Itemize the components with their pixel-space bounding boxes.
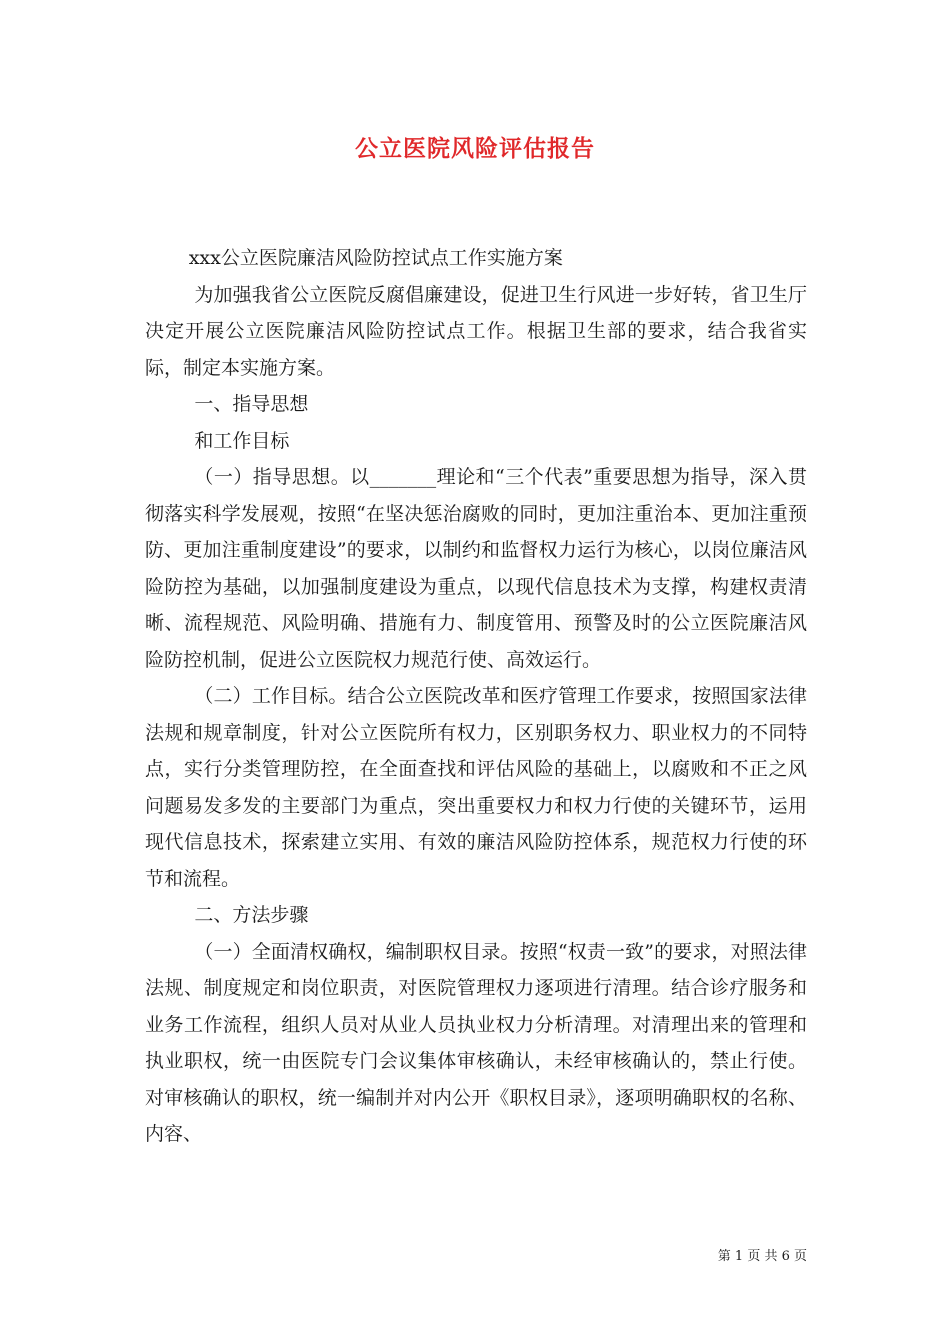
paragraph-work-goals: （二）工作目标。结合公立医院改革和医疗管理工作要求，按照国家法律法规和规章制度，针对公立医院所有权力，区别职务权力、职业权力的不同特点，实行分类管理防控，在全面查找和评估风险的基础上，以腐败和不正之风问题易发多发的主要部门为重点，突出重要权力和权力行使的关键环节，运用现代信息技术，探索建立实用、有效的廉洁风险防控体系，规范权力行使的环节和流程。 [145,685,807,890]
paragraph-plan-title: xxx公立医院廉洁风险防控试点工作实施方案 [188,247,563,269]
paragraph-intro: 为加强我省公立医院反腐倡廉建设，促进卫生行风进一步好转，省卫生厅决定开展公立医院廉洁风险防控试点工作。根据卫生部的要求，结合我省实际，制定本实施方案。 [145,283,807,379]
paragraph-guiding-thought: （一）指导思想。以_______理论和“三个代表”重要思想为指导，深入贯彻落实科学发展观，按照“在坚决惩治腐败的同时，更加注重治本、更加注重预防、更加注重制度建设”的要求，以制约和监督权力运行为核心，以岗位廉洁风险防控为基础，以加强制度建设为重点，以现代信息技术为支撑，构建权责清晰、流程规范、风险明确、措施有力、制度管用、预警及时的公立医院廉洁风险防控机制，促进公立医院权力规范行使、高效运行。 [145,466,807,671]
paragraph-clear-rights: （一）全面清权确权，编制职权目录。按照“权责一致”的要求，对照法律法规、制度规定和岗位职责，对医院管理权力逐项进行清理。结合诊疗服务和业务工作流程，组织人员对从业人员执业权力分析清理。对清理出来的管理和执业职权，统一由医院专门会议集体审核确认，未经审核确认的，禁止行使。对审核确认的职权，统一编制并对内公开《职权目录》，逐项明确职权的名称、内容、 [145,940,807,1145]
document-body [145,240,807,1153]
document-title: 公立医院风险评估报告 [355,135,595,162]
section-heading-work-goals: 和工作目标 [194,429,290,452]
section-heading-guiding-thought: 一、指导思想 [194,393,309,415]
section-heading-methods: 二、方法步骤 [194,904,309,926]
page-number-footer: 第 1 页 共 6 页 [717,1249,807,1264]
